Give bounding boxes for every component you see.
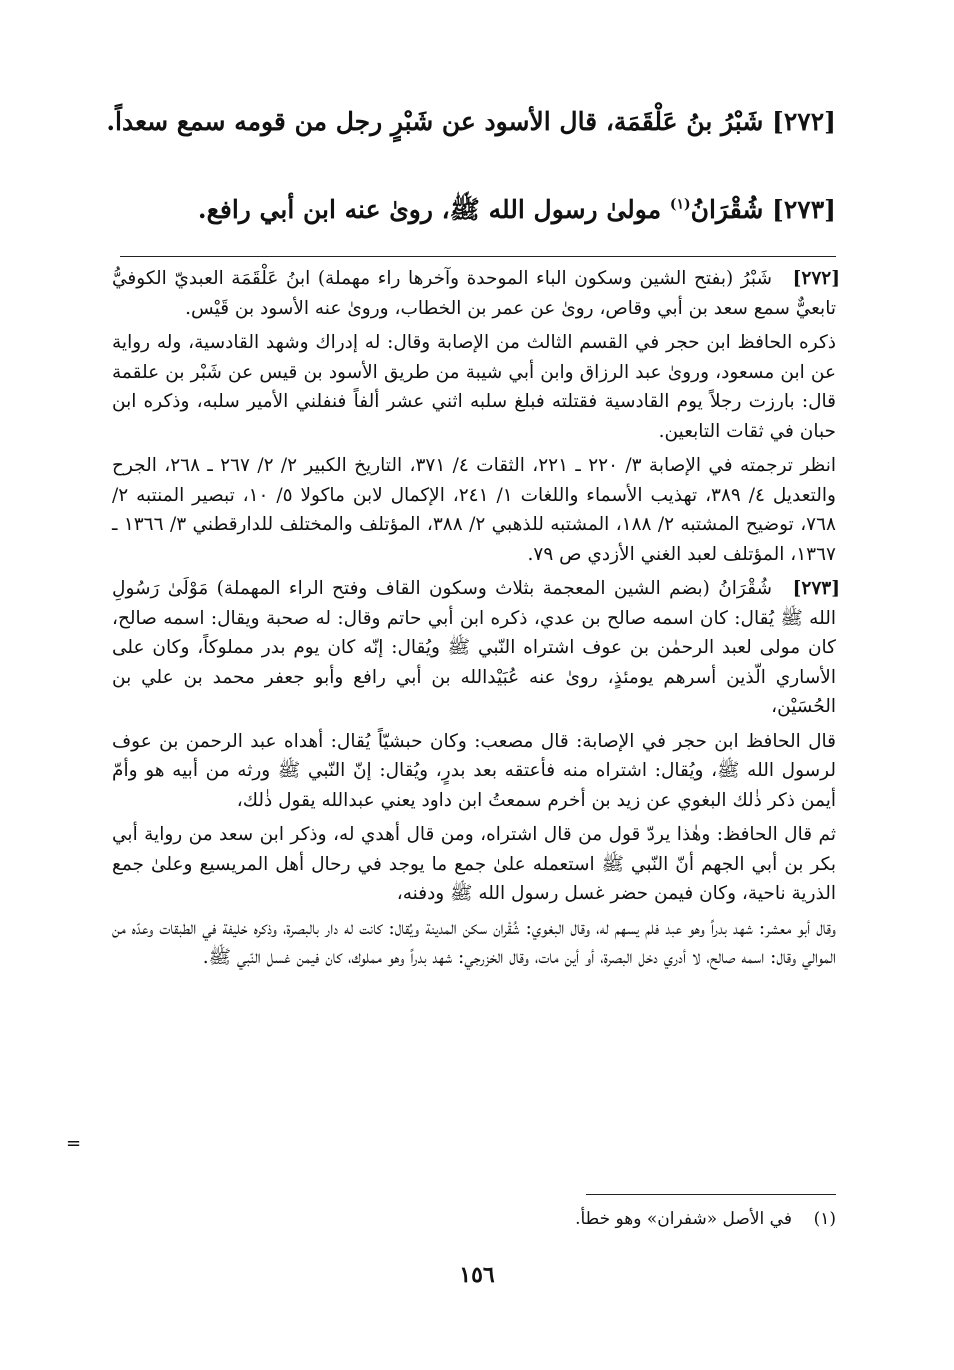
- commentary-text: شُقْرَانُ (بضم الشين المعجمة بثلاث وسكون القاف وفتح الراء المهملة) مَوْلَىٰ رَسُولِ الله ﷺ يُقال: كان اسمه صالح بن عدي، ذكره ابن أبي حاتم وقال: له صحبة ويقال: اسمه صالح، كان مولى لعبد الرحمٰن بن عوف اشتراه النّبي ﷺ ويُقال: إنّه كان يوم بدر مملوكاً، وكان على الأساري الّذين أسرهم يومئذٍ، روىٰ عنه عُبَيْدالله بن أبي رافع وأبو جعفر محمد بن علي بن الحُسَيْن،: [112, 578, 836, 717]
- entry-text: شَبْرُ بنُ عَلْقَمَة، قال الأسود عن شَبْرٍ رجل من قومه سمع سعداً.: [106, 107, 764, 136]
- commentary-text: قال الحافظ ابن حجر في الإصابة: قال مصعب: وكان حبشيّاً يُقال: أهداه عبد الرحمن بن عوف لرسول الله ﷺ، ويُقال: اشتراه منه فأعتقه بعد بدرٍ، ويُقال: إنّ النّبي ﷺ ورثه من أبيه هو وأمّ أيمن ذكر ذٰلك البغوي عن زيد بن أخرم سمعتُ ابن داود يعني عبدالله يقول ذٰلك،: [112, 730, 836, 811]
- entry-number: [٢٧٣]: [772, 195, 836, 224]
- entry-name: شُقْرَانُ: [690, 195, 764, 224]
- commentary-text: وقال أبو معشر: شهد بدراً وهو عبد فلم يسهم له، وقال البغوي: شُقْران سكن المدينة ويُقال: كانت له دار بالبصرة، وذكره خليفة في الطبقات وعدّه من الموالي وقال: اسمه صالح، لا أدري دخل البصرة، أو أين مات، وقال الخزرجي: شهد بدراً وهو مملوك، كان فيمن غسل النّبي ﷺ.: [112, 917, 836, 968]
- entry-number: [٢٧٢]: [772, 107, 836, 136]
- commentary-section: [112, 264, 840, 978]
- commentary-paragraph: [112, 820, 836, 909]
- commentary-paragraph: [112, 328, 836, 446]
- commentary-text: ذكره الحافظ ابن حجر في القسم الثالث من الإصابة وقال: له إدراك وشهد القادسية، وله رواية عن ابن مسعود، وروىٰ عبد الرزاق وابن أبي شيبة من طريق الأسود بن قيس عن شَبْر بن علقمة قال: بارزت رجلاً يوم القادسية فقتلته فبلغ سلبه اثني عشر ألفاً فنفلني الأمير سلبه، وذكره ابن حبان في ثقات التابعين.: [112, 332, 836, 442]
- footnote-number: (١): [813, 1209, 836, 1229]
- main-entry-272: [106, 104, 836, 140]
- commentary-paragraph: [112, 451, 836, 569]
- entry-text: مولىٰ رسول الله ﷺ، روىٰ عنه ابن أبي رافع.: [197, 195, 662, 224]
- commentary-text: ثم قال الحافظ: وهٰذا يردّ قول من قال اشتراه، ومن قال أهدي له، وذكر ابن سعد من رواية أبي بكر بن أبي الجهم أنّ النّبي ﷺ استعمله علىٰ جمع ما يوجد في رحال أهل المريسيع وعلىٰ جمع الذرية ناحية، وكان فيمن حضر غسل رسول الله ﷺ ودفنه،: [112, 824, 836, 904]
- footnote-divider: [586, 1194, 836, 1195]
- footnote-reference[interactable]: (١): [669, 196, 691, 213]
- commentary-text: شَبْرُ (بفتح الشين وسكون الباء الموحدة وآخرها راء مهملة) ابنُ عَلْقَمَة العبديّ الكوفيُّ تابعيٌّ سمع سعد بن أبي وقاص، روىٰ عن عمر بن الخطاب، وروىٰ عنه الأسود بن قَيْس.: [112, 268, 836, 319]
- footnote: [120, 1206, 836, 1232]
- commentary-label-272: [٢٧٢]: [792, 268, 840, 289]
- commentary-paragraph: [112, 264, 840, 323]
- commentary-label-273: [٢٧٣]: [792, 578, 840, 599]
- main-entry-273: [116, 192, 836, 228]
- continuation-mark: =: [66, 1133, 82, 1154]
- page-number: ١٥٦: [459, 1262, 495, 1288]
- commentary-paragraph: [112, 914, 836, 973]
- commentary-paragraph: [112, 727, 836, 816]
- footnote-text: في الأصل «شفران» وهو خطأ.: [575, 1209, 792, 1229]
- commentary-text: انظر ترجمته في الإصابة ٣/ ٢٢٠ ـ ٢٢١، الثقات ٤/ ٣٧١، التاريخ الكبير ٢/ ٢/ ٢٦٧ ـ ٢٦٨، الجرح والتعديل ٤/ ٣٨٩، تهذيب الأسماء واللغات ١/ ٢٤١، الإكمال لابن ماكولا ٥/ ١٠، تبصير المنتبه ٢/ ٧٦٨، توضيح المشتبه ٢/ ١٨٨، المشتبه للذهبي ٢/ ٣٨٨، المؤتلف والمختلف للدارقطني ٣/ ١٣٦٦ ـ ١٣٦٧، المؤتلف لعبد الغني الأزدي ص ٧٩.: [112, 455, 836, 565]
- commentary-paragraph: [112, 574, 840, 722]
- commentary-divider: [120, 256, 836, 257]
